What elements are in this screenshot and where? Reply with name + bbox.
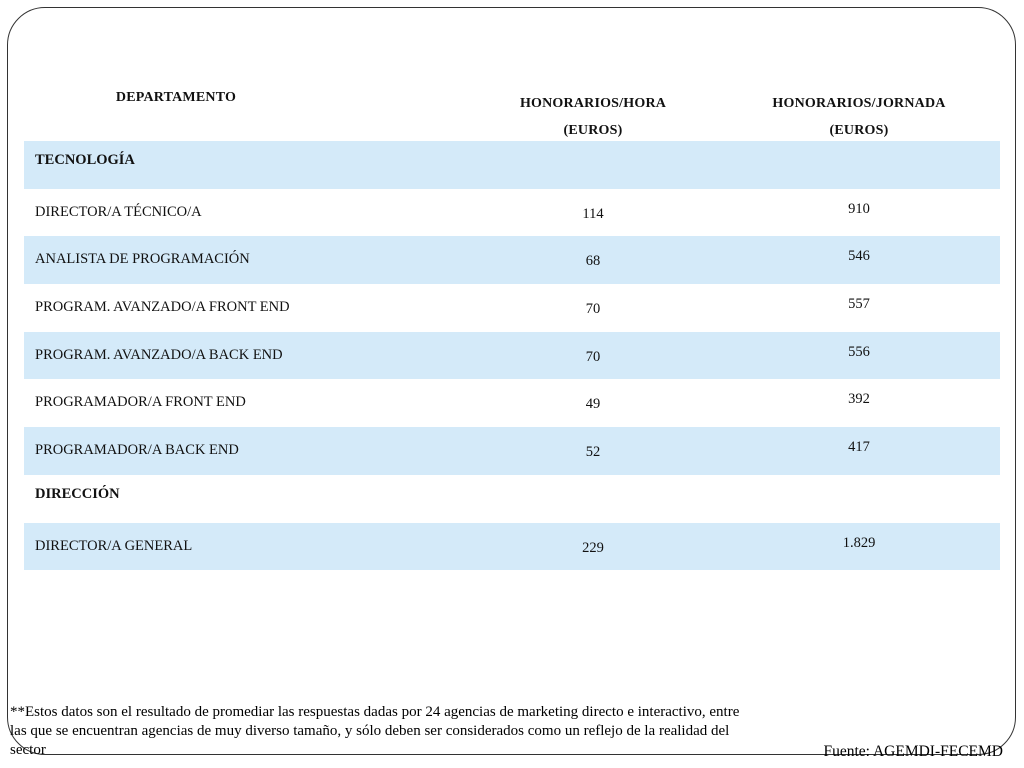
cell-honorarios-hora: 52 xyxy=(585,444,601,461)
cell-departamento: ANALISTA DE PROGRAMACIÓN xyxy=(35,251,250,268)
table-row xyxy=(24,284,1000,332)
cell-departamento: DIRECTOR/A GENERAL xyxy=(35,537,193,554)
cell-honorarios-hora: 114 xyxy=(582,205,604,222)
cell-honorarios-jornada: 556 xyxy=(848,343,870,360)
cell-honorarios-jornada: 910 xyxy=(848,200,870,217)
cell-departamento: PROGRAMADOR/A FRONT END xyxy=(35,394,246,411)
cell-honorarios-jornada: 392 xyxy=(848,391,870,408)
header-jornada-line1: HONORARIOS/JORNADA xyxy=(772,96,946,111)
cell-departamento: DIRECTOR/A TÉCNICO/A xyxy=(35,203,202,220)
cell-honorarios-hora: 70 xyxy=(585,348,601,365)
table-row xyxy=(24,427,1000,475)
header-honorarios-jornada xyxy=(772,90,945,144)
table-row-section-tecnologia xyxy=(24,141,1000,189)
cell-departamento: PROGRAMADOR/A BACK END xyxy=(35,442,239,459)
cell-honorarios-jornada: 417 xyxy=(848,439,870,456)
cell-honorarios-hora: 229 xyxy=(582,539,604,556)
table-row xyxy=(24,379,1000,427)
cell-departamento: TECNOLOGÍA xyxy=(35,152,135,168)
table-row xyxy=(24,332,1000,380)
footnote: **Estos datos son el resultado de promediar las respuestas dadas por 24 agencias de marketing directo e interactivo, entre las que se encuentran agencias de muy diverso tamaño, y sólo deben ser considerados como un reflejo de la realidad del sector xyxy=(10,704,740,758)
header-departamento: DEPARTAMENTO xyxy=(115,90,237,105)
cell-honorarios-hora: 70 xyxy=(585,301,601,318)
table-row xyxy=(24,236,1000,284)
cell-honorarios-jornada: 1.829 xyxy=(842,534,876,551)
table-body xyxy=(24,141,1000,570)
cell-honorarios-jornada: 557 xyxy=(848,296,870,313)
cell-honorarios-hora: 49 xyxy=(585,396,601,413)
table-row-section-direccion xyxy=(24,475,1000,523)
table-header xyxy=(24,85,1000,140)
table-row xyxy=(24,523,1000,571)
table-row xyxy=(24,189,1000,237)
cell-departamento: DIRECCIÓN xyxy=(35,485,120,502)
cell-honorarios-hora: 68 xyxy=(585,253,601,270)
source-credit: Fuente: AGEMDI-FECEMD xyxy=(823,743,1003,760)
header-hora-line1: HONORARIOS/HORA xyxy=(519,96,667,111)
header-hora-line2: (EUROS) xyxy=(563,123,623,138)
cell-honorarios-jornada: 546 xyxy=(848,248,870,265)
cell-departamento: PROGRAM. AVANZADO/A BACK END xyxy=(35,346,283,363)
header-honorarios-hora xyxy=(520,90,666,144)
header-jornada-line2: (EUROS) xyxy=(829,123,889,138)
cell-departamento: PROGRAM. AVANZADO/A FRONT END xyxy=(35,299,290,316)
